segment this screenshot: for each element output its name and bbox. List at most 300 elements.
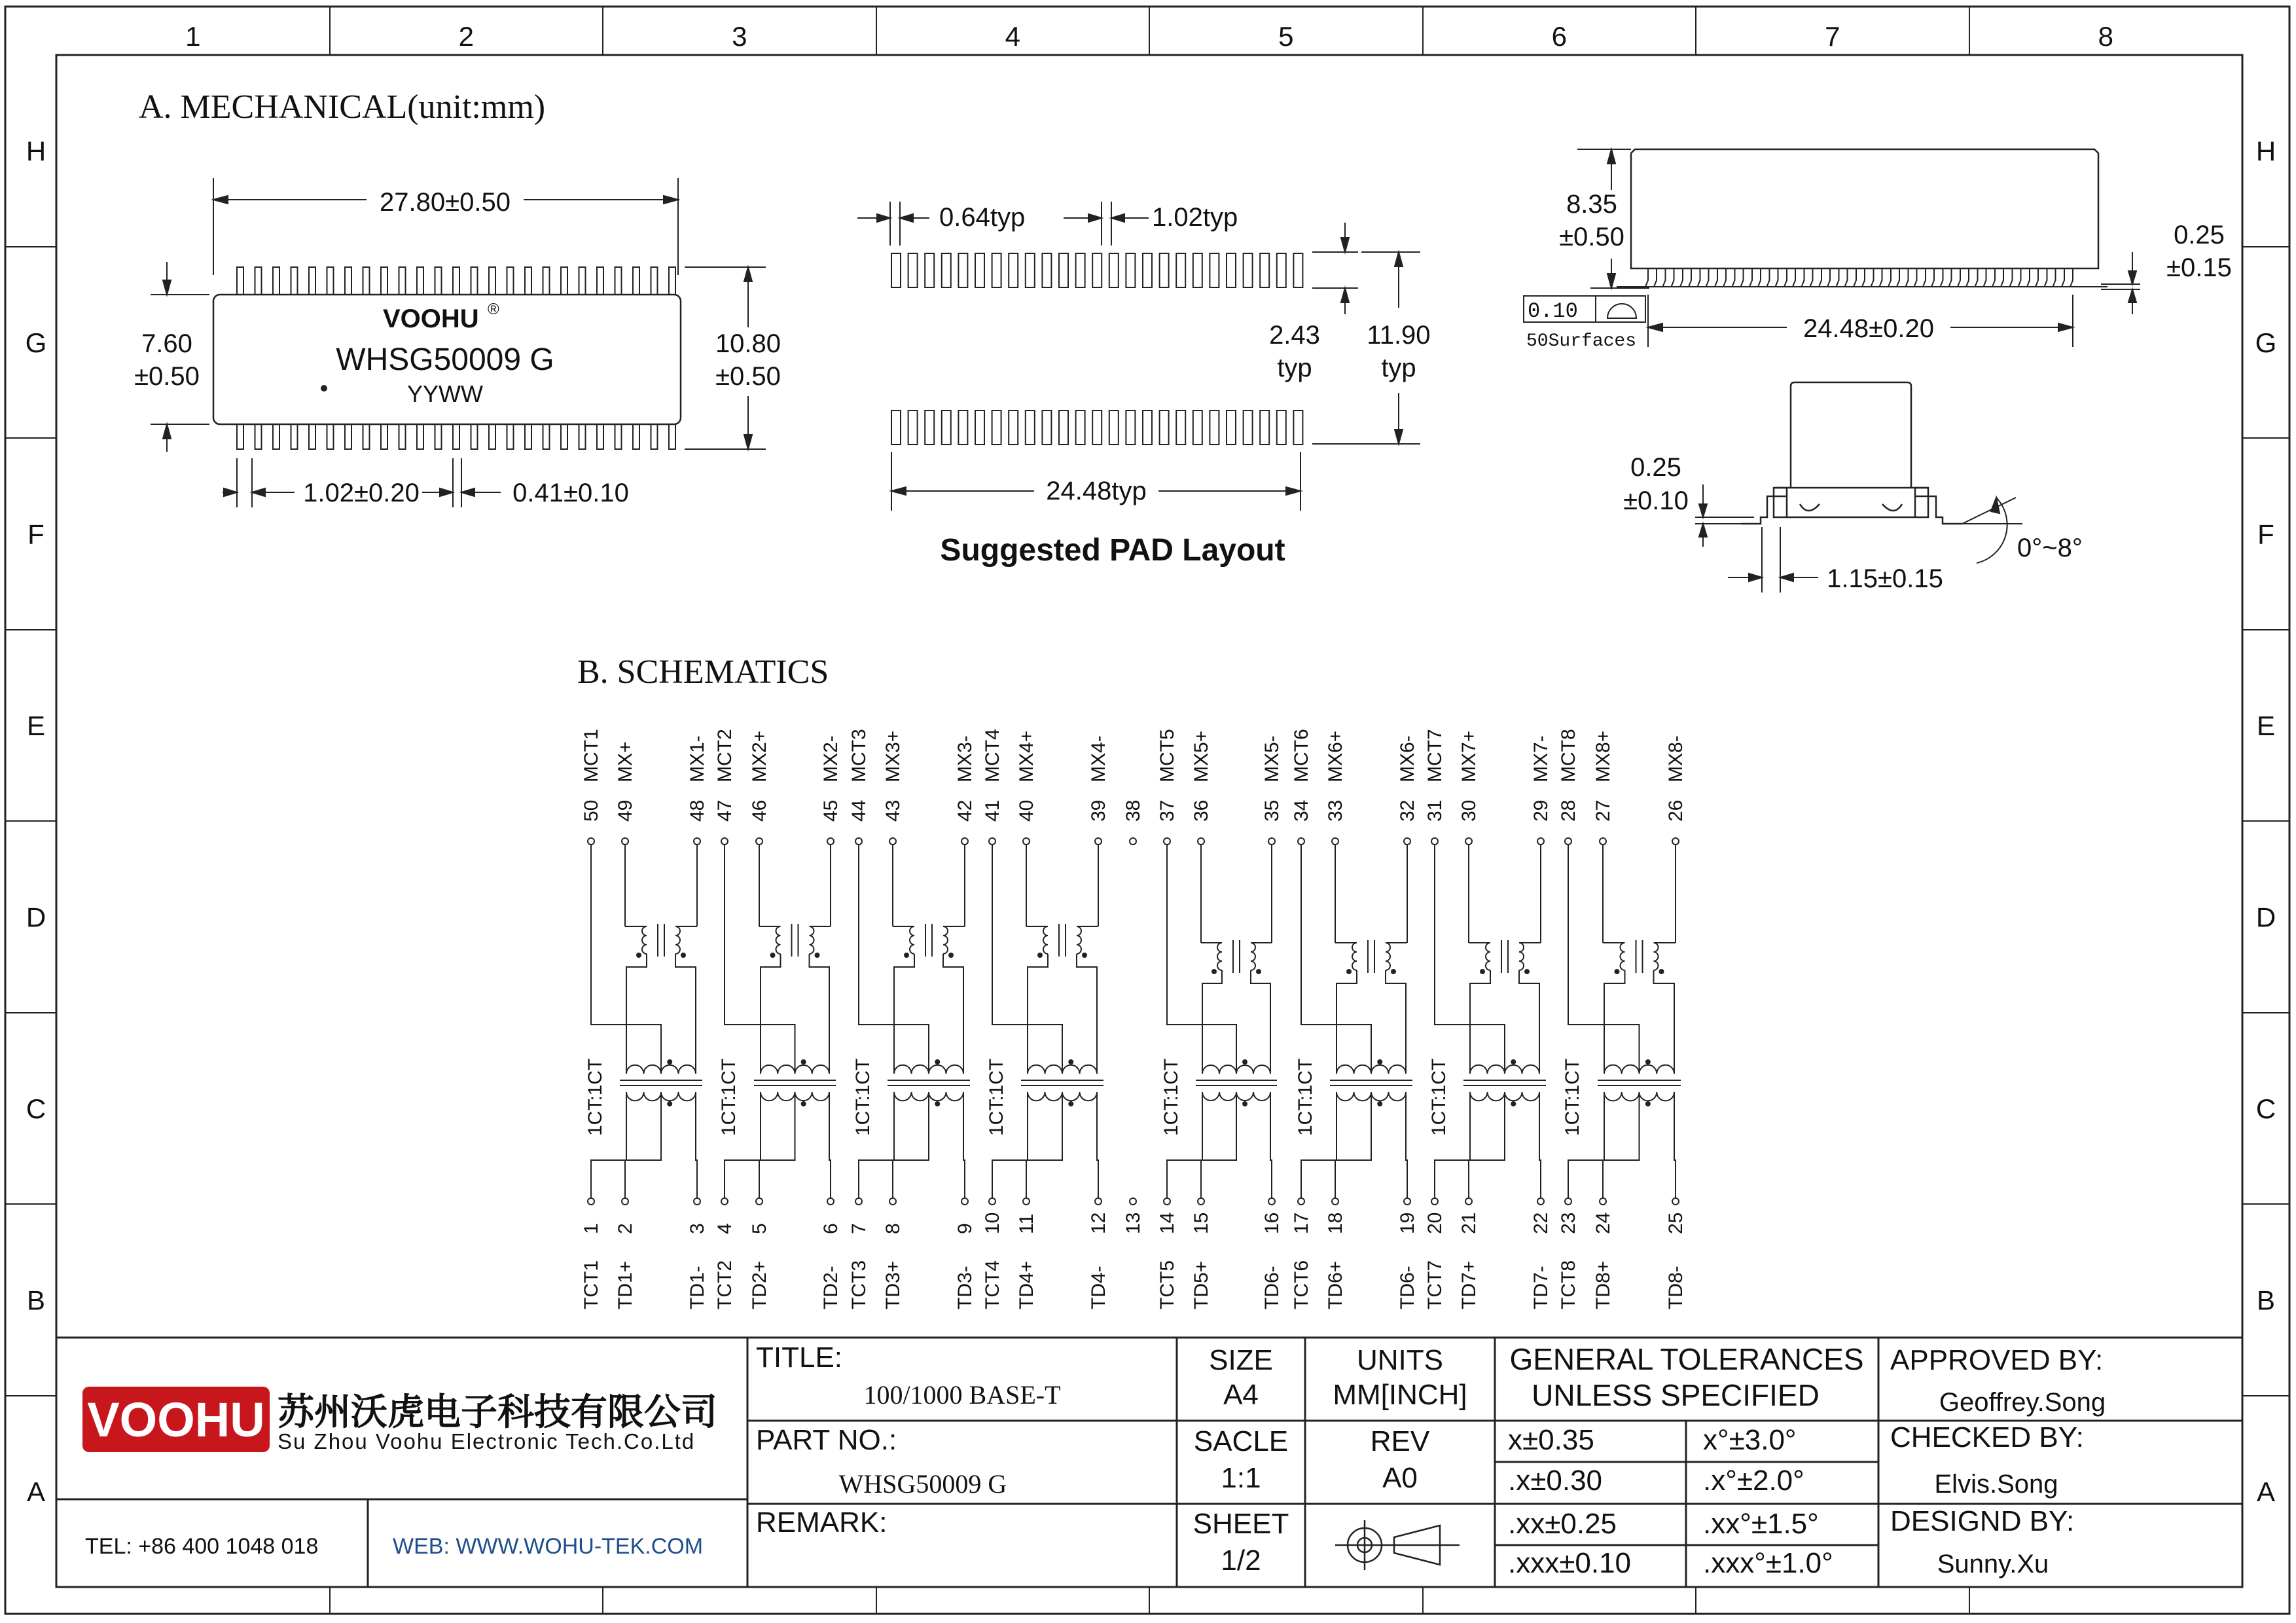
gull-wing-lead bbox=[615, 424, 622, 449]
frame-row-label: A bbox=[2256, 1476, 2276, 1507]
choke-coil bbox=[1077, 926, 1081, 954]
gull-wing-lead bbox=[291, 424, 298, 449]
pad bbox=[1092, 253, 1102, 287]
bottom-pin-name: TCT3 bbox=[848, 1260, 870, 1309]
bottom-pin-terminal bbox=[1268, 1198, 1275, 1205]
bottom-pin-number: 12 bbox=[1088, 1212, 1109, 1234]
choke-coil bbox=[1217, 943, 1222, 970]
checked-label: CHECKED BY: bbox=[1890, 1421, 2084, 1453]
pad bbox=[891, 253, 901, 287]
top-pin-terminal bbox=[1465, 838, 1472, 845]
bottom-pin-name: TCT7 bbox=[1424, 1260, 1446, 1309]
pad bbox=[975, 253, 984, 287]
top-pin-terminal bbox=[588, 838, 594, 845]
schematic-circuit bbox=[581, 729, 1687, 1309]
polarity-dot bbox=[667, 1101, 672, 1106]
top-pin-terminal bbox=[721, 838, 728, 845]
polarity-dot bbox=[948, 953, 954, 958]
dim-standoff-1: 0.25 bbox=[2174, 221, 2225, 249]
polarity-dot bbox=[935, 1101, 940, 1106]
gull-wing-lead bbox=[381, 267, 387, 295]
wire bbox=[829, 1092, 831, 1198]
bottom-pin-terminal bbox=[721, 1198, 728, 1205]
gull-wing-lead bbox=[669, 424, 675, 449]
polarity-dot bbox=[1645, 1101, 1651, 1106]
bottom-pin-name: TD8+ bbox=[1592, 1260, 1614, 1309]
bottom-pin-terminal bbox=[1600, 1198, 1606, 1205]
frame-col-label: 6 bbox=[1551, 21, 1567, 52]
choke-coil bbox=[1251, 943, 1255, 970]
polarity-dot bbox=[1242, 1101, 1247, 1106]
wire bbox=[1201, 1092, 1202, 1198]
side-lead bbox=[1680, 268, 1691, 287]
schematic-wires bbox=[591, 845, 1681, 1198]
gull-wing-lead bbox=[543, 424, 550, 449]
pad bbox=[992, 253, 1001, 287]
frame-row-label: E bbox=[2256, 710, 2276, 741]
polarity-dot bbox=[1377, 1059, 1382, 1065]
choke-coil bbox=[1519, 943, 1524, 970]
frame-row-label: C bbox=[26, 1093, 46, 1124]
part-no-label: PART NO.: bbox=[756, 1424, 897, 1456]
gull-wing-lead bbox=[651, 267, 658, 295]
pad-layout-dimensions bbox=[857, 202, 1420, 511]
polarity-dot bbox=[1645, 1059, 1651, 1065]
wire bbox=[759, 1092, 761, 1198]
gull-wing-lead bbox=[507, 424, 514, 449]
gull-wing-lead bbox=[255, 424, 262, 449]
bottom-pin-name: TD1- bbox=[687, 1266, 708, 1309]
polarity-dot bbox=[1511, 1101, 1516, 1106]
top-pin-name: MX2- bbox=[820, 735, 842, 782]
gull-wing-lead bbox=[561, 267, 567, 295]
top-pin-terminal bbox=[1332, 838, 1338, 845]
side-lead bbox=[1975, 268, 1986, 287]
side-view-leads bbox=[1617, 268, 2108, 287]
pad bbox=[1293, 410, 1302, 445]
polarity-dot bbox=[801, 1101, 806, 1106]
bottom-pin-terminal bbox=[1565, 1198, 1571, 1205]
frame-row-label: B bbox=[2256, 1285, 2276, 1316]
top-pin-terminal bbox=[1198, 838, 1204, 845]
wire bbox=[696, 1092, 697, 1198]
wire bbox=[1654, 970, 1675, 1074]
top-pin-number: 30 bbox=[1458, 799, 1480, 822]
bottom-pin-terminal bbox=[1672, 1198, 1679, 1205]
top-view-part: WHSG50009 G bbox=[336, 342, 554, 377]
schematics-heading: B. SCHEMATICS bbox=[577, 653, 829, 691]
pin-labels bbox=[581, 729, 1687, 1309]
pad bbox=[1009, 253, 1018, 287]
pad bbox=[1193, 253, 1202, 287]
gull-wing-lead bbox=[579, 267, 586, 295]
gull-wing-lead bbox=[471, 424, 478, 449]
top-pin-terminal bbox=[1095, 838, 1102, 845]
pad-layout bbox=[857, 202, 1431, 568]
top-pin-name: MCT8 bbox=[1558, 729, 1579, 782]
bottom-pin-terminal bbox=[989, 1198, 996, 1205]
top-pin-name: MX3+ bbox=[882, 730, 904, 782]
polarity-dot bbox=[1037, 953, 1043, 958]
top-pin-terminal bbox=[1023, 838, 1030, 845]
pad-rows bbox=[891, 253, 1302, 445]
pad bbox=[925, 410, 934, 445]
dim-lead-span: 24.48±0.20 bbox=[1803, 314, 1934, 343]
pad bbox=[1176, 410, 1185, 445]
top-pin-terminal bbox=[1431, 838, 1438, 845]
frame-col-label: 1 bbox=[185, 21, 201, 52]
bottom-pin-number: 11 bbox=[1016, 1213, 1037, 1234]
wire bbox=[1202, 970, 1222, 1074]
wire bbox=[1097, 1092, 1098, 1198]
gull-wing-lead bbox=[381, 424, 387, 449]
pad bbox=[1293, 253, 1302, 287]
bottom-pin-number: 2 bbox=[615, 1223, 636, 1234]
gull-wing-lead bbox=[237, 267, 243, 295]
gull-wing-lead bbox=[363, 424, 370, 449]
top-pin-terminal bbox=[756, 838, 762, 845]
polarity-dot bbox=[1256, 969, 1261, 974]
wire bbox=[1386, 970, 1406, 1074]
bottom-pin-name: TD4- bbox=[1088, 1266, 1109, 1309]
side-lead bbox=[1645, 268, 1657, 287]
frame-col-label: 4 bbox=[1005, 21, 1020, 52]
wire bbox=[894, 954, 914, 1074]
dim-lead-width: 0.41±0.10 bbox=[512, 479, 629, 507]
polarity-dot bbox=[681, 953, 686, 958]
bottom-pin-number: 10 bbox=[982, 1212, 1003, 1234]
top-pin-number: 29 bbox=[1530, 799, 1552, 822]
bottom-pin-terminal bbox=[827, 1198, 834, 1205]
top-pin-number: 31 bbox=[1424, 799, 1446, 822]
top-pin-terminal bbox=[989, 838, 996, 845]
pad bbox=[1059, 253, 1068, 287]
units-value: MM[INCH] bbox=[1333, 1379, 1467, 1411]
dim-body-height-2: ±0.50 bbox=[134, 362, 200, 391]
top-pin-terminal bbox=[961, 838, 968, 845]
dim-standoff-2: ±0.15 bbox=[2166, 253, 2232, 282]
end-view bbox=[1695, 382, 2022, 593]
dim-package-height-2: ±0.50 bbox=[1559, 223, 1624, 251]
top-pin-terminal bbox=[827, 838, 834, 845]
top-pin-name: MX1- bbox=[687, 735, 708, 782]
remark-label: REMARK: bbox=[756, 1506, 888, 1539]
top-pin-name: MCT7 bbox=[1424, 729, 1446, 782]
pad bbox=[1227, 253, 1236, 287]
bottom-pin-number: 3 bbox=[687, 1223, 708, 1234]
top-pin-number: 47 bbox=[714, 799, 736, 822]
bottom-pin-name: TD3+ bbox=[882, 1260, 904, 1309]
sheet-label: SHEET bbox=[1193, 1508, 1289, 1540]
frame-row-label: H bbox=[26, 136, 46, 167]
polarity-dot bbox=[1346, 969, 1352, 974]
company-name-cn: 苏州沃虎电子科技有限公司 bbox=[278, 1391, 717, 1432]
dim-pad-width: 0.64typ bbox=[939, 203, 1026, 232]
pad bbox=[1026, 410, 1035, 445]
designed-value: Sunny.Xu bbox=[1937, 1550, 2049, 1578]
bottom-pin-number: 4 bbox=[714, 1223, 736, 1234]
polarity-dot bbox=[815, 953, 820, 958]
bottom-pin-terminal bbox=[622, 1198, 628, 1205]
top-pin-number: 49 bbox=[615, 799, 636, 822]
top-pin-name: MX7- bbox=[1530, 735, 1552, 782]
pad bbox=[1126, 253, 1135, 287]
tolerance-angular: .xxx°±1.0° bbox=[1703, 1547, 1833, 1579]
pad bbox=[908, 410, 918, 445]
side-lead bbox=[1698, 268, 1709, 287]
pad bbox=[1260, 253, 1269, 287]
bottom-pin-terminal bbox=[694, 1198, 700, 1205]
frame-row-label: F bbox=[27, 519, 45, 550]
bottom-pin-number: 17 bbox=[1291, 1212, 1312, 1234]
dim-package-height-1: 8.35 bbox=[1566, 190, 1617, 219]
pad bbox=[925, 253, 934, 287]
bottom-pin-name: TCT6 bbox=[1291, 1260, 1312, 1309]
choke-coil bbox=[1621, 943, 1625, 970]
pad bbox=[1026, 253, 1035, 287]
frame-col-label: 7 bbox=[1825, 21, 1840, 52]
coplanarity-note: 50Surfaces bbox=[1526, 331, 1637, 352]
gull-wing-lead bbox=[309, 424, 315, 449]
wire bbox=[675, 954, 696, 1074]
pad bbox=[1059, 410, 1068, 445]
pad bbox=[1244, 253, 1253, 287]
tolerance-linear: .xx±0.25 bbox=[1508, 1508, 1617, 1540]
wire bbox=[626, 954, 647, 1074]
dim-pad-row-length: 24.48typ bbox=[1046, 477, 1147, 505]
top-pin-name: MX8+ bbox=[1592, 730, 1614, 782]
bottom-pin-name: TD1+ bbox=[615, 1260, 636, 1309]
top-pin-name: MX8- bbox=[1665, 735, 1687, 782]
sheet-value: 1/2 bbox=[1221, 1544, 1261, 1577]
bottom-pin-name: TD6- bbox=[1397, 1266, 1418, 1309]
top-pin-number: 27 bbox=[1592, 799, 1614, 822]
bottom-pin-number: 8 bbox=[882, 1223, 904, 1234]
top-pin-name: MX6- bbox=[1397, 735, 1418, 782]
dim-pad-pitch: 1.02typ bbox=[1152, 203, 1238, 232]
dim-foot-length: 1.15±0.15 bbox=[1827, 564, 1943, 593]
pad bbox=[1193, 410, 1202, 445]
turns-ratio-label: 1CT:1CT bbox=[584, 1058, 606, 1136]
bottom-pin-name: TD2+ bbox=[749, 1260, 770, 1309]
wire bbox=[625, 1092, 626, 1198]
pad bbox=[1277, 253, 1286, 287]
side-lead bbox=[1784, 268, 1795, 287]
gull-wing-lead bbox=[345, 267, 351, 295]
dim-pad-span-1: 11.90 bbox=[1367, 321, 1431, 350]
size-value: A4 bbox=[1223, 1379, 1259, 1411]
wire bbox=[1251, 970, 1270, 1074]
side-lead bbox=[1837, 268, 1848, 287]
top-pin-number: 26 bbox=[1665, 799, 1687, 822]
bottom-pin-name: TCT8 bbox=[1558, 1260, 1579, 1309]
bottom-pin-terminal bbox=[1431, 1198, 1438, 1205]
bottom-pin-number: 19 bbox=[1397, 1212, 1418, 1234]
title-value: 100/1000 BASE-T bbox=[863, 1380, 1061, 1410]
dim-lead-thickness-1: 0.25 bbox=[1630, 453, 1681, 482]
wire bbox=[943, 954, 963, 1074]
gull-wing-lead bbox=[525, 424, 531, 449]
frame-row-label: G bbox=[2255, 327, 2277, 358]
dim-lead-angle: 0°~8° bbox=[2017, 534, 2083, 562]
polarity-dot bbox=[1068, 1059, 1073, 1065]
choke-coil bbox=[776, 926, 781, 954]
gull-wing-lead bbox=[543, 267, 550, 295]
polarity-dot bbox=[1615, 969, 1620, 974]
top-pin-terminal bbox=[1565, 838, 1571, 845]
bottom-pin-name: TD4+ bbox=[1016, 1260, 1037, 1309]
approved-label: APPROVED BY: bbox=[1890, 1344, 2104, 1376]
top-pin-number: 46 bbox=[749, 799, 770, 822]
top-pin-name: MX2+ bbox=[749, 730, 770, 782]
gull-wing-lead bbox=[399, 424, 406, 449]
units-label: UNITS bbox=[1357, 1344, 1443, 1376]
dim-pad-length-1: 2.43 bbox=[1269, 321, 1320, 350]
gull-wing-lead bbox=[453, 267, 459, 295]
pad bbox=[1076, 410, 1085, 445]
title-label: TITLE: bbox=[756, 1341, 843, 1374]
bottom-pin-name: TCT1 bbox=[581, 1260, 602, 1309]
gull-wing-lead bbox=[489, 267, 495, 295]
top-pin-name: MX+ bbox=[615, 741, 636, 782]
bottom-pin-terminal bbox=[756, 1198, 762, 1205]
top-view bbox=[134, 178, 781, 507]
turns-ratio-label: 1CT:1CT bbox=[986, 1058, 1007, 1136]
side-lead bbox=[1923, 268, 1934, 287]
gull-wing-lead bbox=[309, 267, 315, 295]
bottom-pin-number: 14 bbox=[1157, 1212, 1178, 1234]
frame-row-label: H bbox=[2255, 136, 2276, 167]
bottom-pin-number: 6 bbox=[820, 1223, 842, 1234]
choke-coil bbox=[810, 926, 814, 954]
bottom-pin-terminal bbox=[1023, 1198, 1030, 1205]
wire bbox=[1270, 1092, 1272, 1198]
projection-symbol bbox=[1335, 1520, 1460, 1570]
dim-total-height-2: ±0.50 bbox=[715, 362, 781, 391]
wire bbox=[1026, 1092, 1028, 1198]
bottom-pin-number: 24 bbox=[1592, 1212, 1614, 1234]
tolerance-heading-2: UNLESS SPECIFIED bbox=[1532, 1378, 1820, 1412]
tolerance-heading-1: GENERAL TOLERANCES bbox=[1509, 1342, 1864, 1376]
company-logo bbox=[82, 1387, 270, 1452]
top-pin-number: 45 bbox=[820, 799, 842, 822]
checked-value: Elvis.Song bbox=[1934, 1470, 2058, 1499]
bottom-pin-number: 22 bbox=[1530, 1212, 1552, 1234]
bottom-pin-terminal bbox=[855, 1198, 862, 1205]
gull-wing-lead bbox=[363, 267, 370, 295]
scale-value: 1:1 bbox=[1221, 1462, 1261, 1494]
pad bbox=[891, 410, 901, 445]
gull-wing-lead bbox=[525, 267, 531, 295]
top-pin-name: MX4+ bbox=[1016, 730, 1037, 782]
top-pin-terminal bbox=[855, 838, 862, 845]
wire bbox=[963, 1092, 965, 1198]
polarity-dot bbox=[1242, 1059, 1247, 1065]
dim-lead-thickness-2: ±0.10 bbox=[1623, 486, 1689, 515]
top-pin-number: 44 bbox=[848, 799, 870, 822]
gull-wing-lead bbox=[633, 267, 639, 295]
dim-body-height-1: 7.60 bbox=[141, 329, 192, 358]
part-no-value: WHSG50009 G bbox=[838, 1469, 1007, 1499]
polarity-dot bbox=[636, 953, 641, 958]
tolerance-angular: .xx°±1.5° bbox=[1703, 1508, 1819, 1540]
bottom-pin-number: 21 bbox=[1458, 1212, 1480, 1234]
bottom-pin-number: 23 bbox=[1558, 1212, 1579, 1234]
wire bbox=[1539, 1092, 1541, 1198]
polarity-dot bbox=[1659, 969, 1664, 974]
top-pin-name: MX6+ bbox=[1325, 730, 1346, 782]
bottom-pin-terminal bbox=[1130, 1198, 1136, 1205]
polarity-dot bbox=[1480, 969, 1485, 974]
size-label: SIZE bbox=[1209, 1344, 1273, 1376]
top-pin-number: 39 bbox=[1088, 799, 1109, 822]
wire bbox=[1674, 1092, 1676, 1198]
polarity-dot bbox=[1511, 1059, 1516, 1065]
tolerance-linear: .x±0.30 bbox=[1508, 1465, 1603, 1497]
gull-wing-lead bbox=[399, 267, 406, 295]
pad bbox=[1176, 253, 1185, 287]
designed-label: DESIGND BY: bbox=[1890, 1505, 2075, 1537]
pad bbox=[1143, 253, 1152, 287]
top-view-datecode: YYWW bbox=[407, 380, 483, 407]
scale-label: SACLE bbox=[1193, 1425, 1289, 1457]
company-tel: TEL: +86 400 1048 018 bbox=[85, 1534, 319, 1559]
gull-wing-lead bbox=[615, 267, 622, 295]
tolerance-angular: .x°±2.0° bbox=[1703, 1465, 1804, 1497]
top-pin-terminal bbox=[1164, 838, 1170, 845]
side-lead bbox=[2027, 268, 2038, 287]
registered-mark: ® bbox=[488, 301, 499, 318]
frame-row-label: C bbox=[2255, 1093, 2276, 1124]
tolerance-angular: x°±3.0° bbox=[1703, 1424, 1797, 1456]
pad bbox=[1244, 410, 1253, 445]
choke-coil bbox=[1386, 943, 1390, 970]
tolerance-linear: .xxx±0.10 bbox=[1508, 1547, 1632, 1579]
top-pin-name: MCT3 bbox=[848, 729, 870, 782]
bottom-pin-number: 25 bbox=[1665, 1212, 1687, 1234]
top-pin-terminal bbox=[622, 838, 628, 845]
side-lead bbox=[1663, 268, 1674, 287]
bottom-pin-number: 16 bbox=[1261, 1212, 1283, 1234]
gull-wing-lead bbox=[255, 267, 262, 295]
side-view-body bbox=[1631, 149, 2098, 268]
gull-wing-lead bbox=[417, 424, 423, 449]
choke-coil bbox=[675, 926, 680, 954]
gull-wing-lead bbox=[597, 267, 603, 295]
top-pin-number: 43 bbox=[882, 799, 904, 822]
bottom-pin-terminal bbox=[1404, 1198, 1410, 1205]
bottom-pin-name: TD2- bbox=[820, 1266, 842, 1309]
pad bbox=[1042, 253, 1051, 287]
wire bbox=[1028, 954, 1048, 1074]
wire bbox=[1077, 954, 1097, 1074]
polarity-dot bbox=[1082, 953, 1087, 958]
turns-ratio-label: 1CT:1CT bbox=[852, 1058, 874, 1136]
pad bbox=[1143, 410, 1152, 445]
bottom-pin-name: TD5+ bbox=[1191, 1260, 1212, 1309]
pad bbox=[942, 410, 951, 445]
top-pin-terminal bbox=[1404, 838, 1410, 845]
bottom-pin-number: 5 bbox=[749, 1223, 770, 1234]
pad bbox=[1277, 410, 1286, 445]
frame-col-label: 8 bbox=[2098, 21, 2113, 52]
bottom-pin-number: 20 bbox=[1424, 1212, 1446, 1234]
pad bbox=[908, 253, 918, 287]
pad bbox=[1210, 410, 1219, 445]
side-lead bbox=[1767, 268, 1778, 287]
side-lead bbox=[1888, 268, 1899, 287]
dim-body-width: 27.80±0.50 bbox=[380, 188, 511, 217]
